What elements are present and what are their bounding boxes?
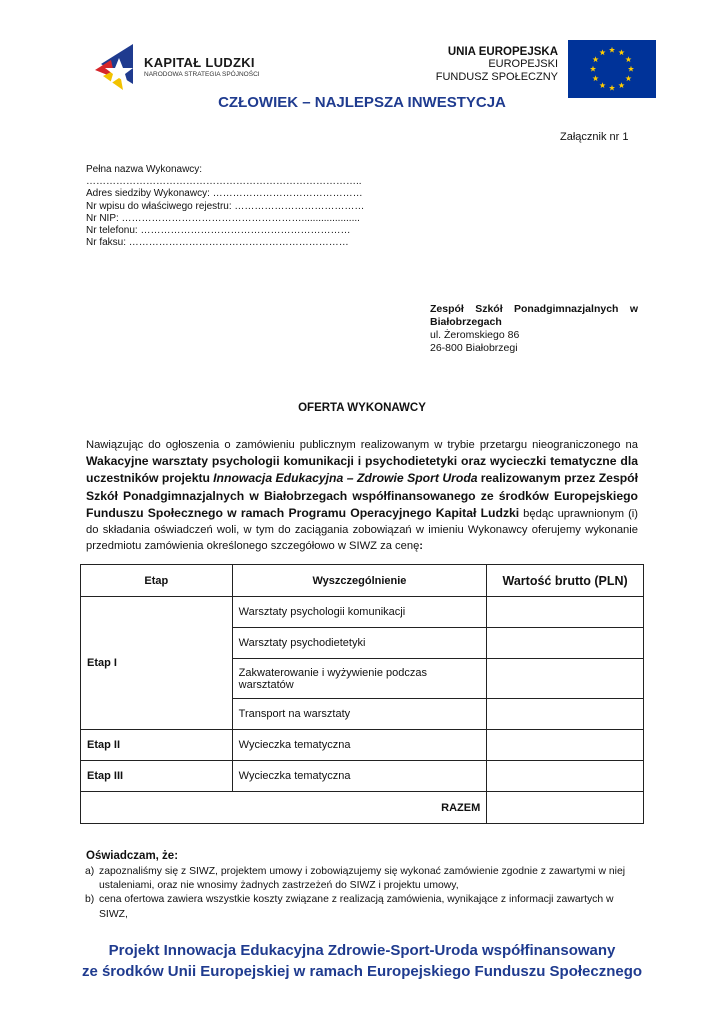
contractor-line: ……………………………………………………………………….. — [86, 176, 362, 188]
intro-text-2: będąc uprawnionym (i) do składania oświadczeń woli, w tym do zaciągania zobowiązań w imieniu Wykonawcy oferujemy wykonanie przedmiotu zamówienia określonego szczegółowo w SIWZ za cenę — [86, 507, 639, 553]
kl-name: KAPITAŁ LUDZKI — [144, 55, 255, 70]
intro-paragraph — [86, 437, 638, 554]
value-cell[interactable] — [487, 761, 644, 792]
table-row — [81, 730, 644, 761]
addressee-city: 26-800 Białobrzegi — [430, 342, 518, 354]
addressee — [430, 303, 638, 355]
declaration-text: cena ofertowa zawiera wszystkie koszty związane z realizacją zamówienia, wynikające z informacji zawartych w SIWZ, — [99, 894, 614, 920]
table-row — [81, 597, 644, 628]
item-cell: Zakwaterowanie i wyżywienie podczas warsztatów — [232, 659, 487, 699]
value-cell[interactable] — [487, 597, 644, 628]
total-value-cell[interactable] — [487, 792, 644, 824]
offer-table — [80, 564, 644, 824]
footer — [0, 940, 724, 982]
etap-cell: Etap III — [81, 761, 233, 792]
contractor-info — [86, 164, 364, 249]
kapital-ludzki-logo — [93, 42, 143, 92]
contractor-line: Pełna nazwa Wykonawcy: — [86, 164, 203, 175]
table-header-row — [81, 565, 644, 597]
offer-title: OFERTA WYKONAWCY — [298, 402, 426, 414]
declarations-heading: Oświadczam, że: — [86, 850, 179, 862]
item-cell: Warsztaty psychologii komunikacji — [232, 597, 487, 628]
intro-subject: Wakacyjne warsztaty psychologii komunikacji i psychodietetyki oraz wycieczki tematyczne dla uczestników projektu — [86, 454, 638, 486]
item-cell: Wycieczka tematyczna — [232, 730, 487, 761]
declaration-item — [86, 893, 638, 921]
kl-subtitle: NARODOWA STRATEGIA SPÓJNOŚCI — [144, 71, 260, 78]
item-cell: Wycieczka tematyczna — [232, 761, 487, 792]
eu-line-3: FUNDUSZ SPOŁECZNY — [435, 71, 558, 83]
eu-wordmark — [430, 46, 558, 84]
total-row — [81, 792, 644, 824]
addressee-street: ul. Żeromskiego 86 — [430, 329, 520, 341]
intro-executor: realizowanym przez Zespół Szkół Ponadgimnazjalnych w Białobrzegach współfinansowanego ze środków Europejskiego Funduszu Społecznego w ramach Programu Operacyjnego Kapitał Ludzki — [86, 471, 639, 520]
header-item: Wyszczególnienie — [232, 565, 487, 597]
header-value: Wartość brutto (PLN) — [487, 565, 644, 597]
total-label: RAZEM — [81, 792, 487, 824]
intro-project-name: Innowacja Edukacyjna – Zdrowie Sport Uroda — [213, 471, 478, 486]
contractor-line: Adres siedziby Wykonawcy: ……………………………………… — [86, 188, 363, 200]
table-row — [81, 761, 644, 792]
contractor-line: Nr NIP: ………………………………………………..................... — [86, 212, 360, 224]
attachment-number: Załącznik nr 1 — [560, 131, 629, 143]
item-cell: Transport na warsztaty — [232, 699, 487, 730]
eu-line-2: EUROPEJSKI — [488, 58, 558, 70]
declarations-list — [86, 865, 638, 922]
addressee-name: Zespół Szkół Ponadgimnazjalnych w Białobrzegach — [430, 303, 638, 328]
footer-line-2: ze środków Unii Europejskiej w ramach Europejskiego Funduszu Społecznego — [81, 963, 643, 980]
header-etap: Etap — [81, 565, 233, 597]
declaration-label: a) — [85, 866, 95, 877]
slogan: CZŁOWIEK – NAJLEPSZA INWESTYCJA — [218, 94, 506, 111]
contractor-line: Nr wpisu do właściwego rejestru: ………………………………… — [86, 200, 365, 212]
value-cell[interactable] — [487, 730, 644, 761]
declaration-text: zapoznaliśmy się z SIWZ, projektem umowy i zobowiązujemy się wykonać zamówienie zgodnie z zawartymi w niej ustaleniami, oraz nie wnosimy żadnych zastrzeżeń do SIWZ i projektu umowy, — [99, 866, 626, 892]
eu-title: UNIA EUROPEJSKA — [447, 46, 558, 58]
value-cell[interactable] — [487, 699, 644, 730]
eu-flag-icon — [568, 40, 656, 98]
contractor-line: Nr faksu: ………………………………………………………… — [86, 237, 349, 249]
footer-line-1: Projekt Innowacja Edukacyjna Zdrowie-Sport-Uroda współfinansowany — [108, 942, 616, 959]
kapital-ludzki-wordmark — [144, 55, 260, 78]
etap-cell: Etap I — [81, 597, 233, 730]
value-cell[interactable] — [487, 659, 644, 699]
item-cell: Warsztaty psychodietetyki — [232, 628, 487, 659]
intro-colon: : — [419, 540, 424, 553]
declaration-item — [86, 865, 638, 893]
contractor-line: Nr telefonu: ……………………………………………………… — [86, 225, 351, 237]
declaration-label: b) — [85, 894, 95, 906]
etap-cell: Etap II — [81, 730, 233, 761]
intro-text: Nawiązując do ogłoszenia o zamówieniu publicznym realizowanym w trybie przetargu nieograniczonego na — [86, 439, 638, 451]
value-cell[interactable] — [487, 628, 644, 659]
